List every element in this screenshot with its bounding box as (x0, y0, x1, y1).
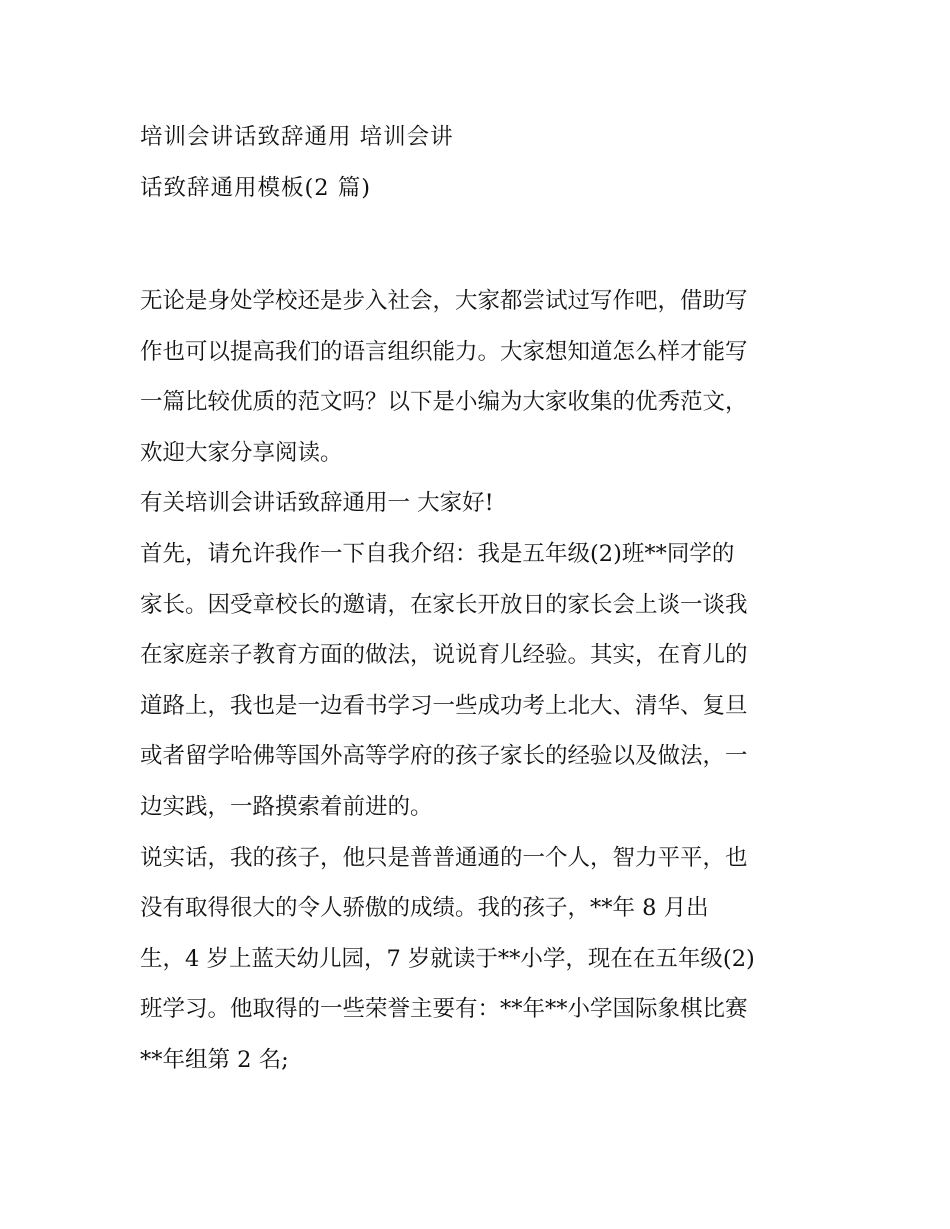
paragraph-line: 首先，请允许我作一下自我介绍：我是五年级(2)班**同学的 (140, 540, 735, 567)
paragraph-line: **年组第 2 名; (140, 1046, 289, 1073)
paragraph-line: 班学习。他取得的一些荣誉主要有：**年**小学国际象棋比赛 (140, 996, 748, 1023)
intro-line: 作也可以提高我们的语言组织能力。大家想知道怎么样才能写 (140, 338, 748, 365)
paragraph-line: 没有取得很大的令人骄傲的成绩。我的孩子，**年 8 月出 (140, 895, 709, 922)
paragraph-line: 道路上，我也是一边看书学习一些成功考上北大、清华、复旦 (140, 692, 748, 719)
section-heading: 有关培训会讲话致辞通用一 大家好! (140, 490, 494, 517)
paragraph-line: 边实践，一路摸索着前进的。 (140, 793, 433, 820)
intro-line: 一篇比较优质的范文吗？以下是小编为大家收集的优秀范文， (140, 389, 748, 416)
paragraph-line: 家长。因受章校长的邀请，在家长开放日的家长会上谈一谈我 (140, 591, 748, 618)
title-line-2: 话致辞通用模板(2 篇) (140, 174, 372, 201)
intro-paragraph (140, 276, 820, 478)
paragraph-line: 在家庭亲子教育方面的做法，说说育儿经验。其实，在育儿的 (140, 642, 748, 669)
paragraph-line: 说实话，我的孩子，他只是普普通通的一个人，智力平平，也 (140, 844, 748, 871)
document-title (140, 112, 820, 213)
intro-line: 无论是身处学校还是步入社会，大家都尝试过写作吧，借助写 (140, 288, 748, 314)
intro-line: 欢迎大家分享阅读。 (140, 439, 343, 466)
paragraph-line: 或者留学哈佛等国外高等学府的孩子家长的经验以及做法，一 (140, 743, 748, 770)
paragraph-line: 生，4 岁上蓝天幼儿园，7 岁就读于**小学，现在在五年级(2) (140, 945, 755, 972)
paragraph-2 (140, 833, 820, 1086)
document-body (140, 276, 820, 1086)
paragraph-1 (140, 529, 820, 833)
title-line-1: 培训会讲话致辞通用 培训会讲 (140, 124, 454, 150)
